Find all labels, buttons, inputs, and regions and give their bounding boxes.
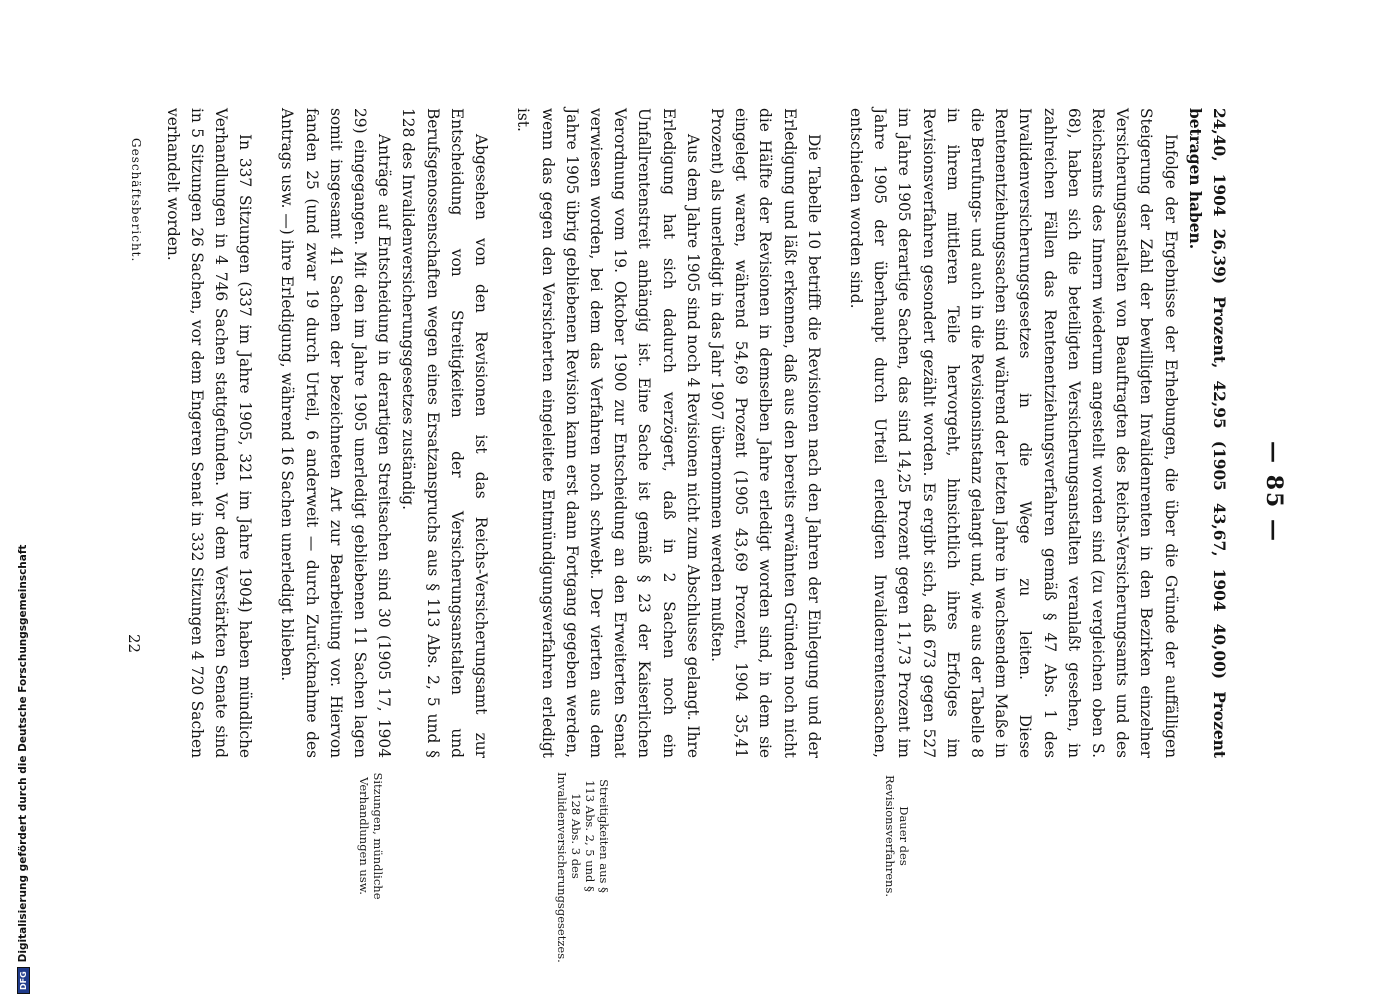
paragraph-tabelle-10: Die Tabelle 10 betrifft die Revisionen nach den Jahren der Einlegung und der Erledigung und läßt erkennen, daß aus den bereits erwähnten Gründen noch nicht die Hälfte der Revisionen in demselben Jahre erledigt worden sind, in dem sie eingelegt waren, während 54,69 Prozent (1905 43,69 Prozent, 1904 35,41 Prozent) als unerledigt in das Jahr 1907 übernommen werden mußten.	[707, 108, 823, 758]
dfg-logo-icon: DFG	[17, 967, 30, 994]
main-text-column	[160, 108, 1231, 758]
digitization-text: Digitalisierung gefördert durch die Deutsche Forschungsgemeinschaft	[17, 544, 29, 963]
sheet-number: 22	[125, 634, 143, 654]
paragraph-rentenentziehung: Infolge der Ergebnisse der Erhebungen, die über die Gründe der auffälligen Steigerung der Zahl der bewilligten Invalidenrenten in den Bezirken einzelner Versicherungsanstalten von Beauftragten des Reichs-Versicherungsamts und des Reichsamts des Innern wiederum angestellt worden sind (zu vergleichen oben S. 68), haben sich die beteiligten Versicherungsanstalten veranlaßt gesehen, in zahlreichen Fällen das Rentenentziehungsverfahren gemäß § 47 Abs. 1 des Invalidenversicherungsgesetzes in die Wege zu leiten. Diese Rentenentziehungssachen sind während der letzten Jahre in wachsendem Maße in die Berufungs- und auch in die Revisionsinstanz gelangt und, wie aus der Tabelle 8 in ihrem mittleren Teile hervorgeht, hinsichtlich ihres Erfolges im Revisionsverfahren gesondert gezählt worden. Es ergibt sich, daß 673 gegen 527 im Jahre 1905 derartige Sachen, das sind 14,25 Prozent gegen 11,73 Prozent im Jahre 1905 der überhaupt durch Urteil erledigten Invalidenrentensachen, entschieden worden sind.	[846, 108, 1180, 759]
page-number: — 85 —	[1261, 441, 1287, 543]
footer-label: Geschäftsbericht.	[129, 138, 143, 263]
paragraph-continuation: 24,40, 1904 26,39) Prozent, 42,95 (1905 43,67, 1904 40,00) Prozent betragen haben.	[1185, 108, 1228, 758]
margin-note-dauer: Dauer des Revisionsverfahrens.	[883, 774, 911, 898]
paragraph-streitigkeiten: Abgesehen von den Revisionen ist das Reichs-Versicherungsamt zur Entscheidung von Streitigkeiten der Versicherungsanstalten und Berufsgenossenschaften wegen eines Ersatzanspruchs aus § 113 Abs. 2, 5 und § 128 des Invalidenversicherungsgesetzes zuständig.	[399, 108, 491, 758]
digitization-credit	[14, 0, 32, 1000]
margin-note-streitigkeiten: Streitigkeiten aus § 113 Abs. 2, 5 und § 128 Abs. 3 des Invalidenversicherungsgesetzes.	[555, 772, 611, 963]
paragraph-sitzungen: In 337 Sitzungen (337 im Jahre 1905, 321 im Jahre 1904) haben mündliche Verhandlungen in 4 746 Sachen stattgefunden. Vor dem Verstärkten Senate sind in 5 Sitzungen 26 Sachen, vor dem Engeren Senat in 332 Sitzungen 4 720 Sachen verhandelt worden.	[163, 108, 255, 758]
margin-note-sitzungen: Sitzungen, mündliche Verhandlungen usw.	[357, 772, 385, 900]
paragraph-antraege: Anträge auf Entscheidung in derartigen Streitsachen sind 30 (1905 17, 1904 29) eingegangen. Mit den im Jahre 1905 unerledigt gebliebenen 11 Sachen lagen somit insgesamt 41 Sachen der bezeichneten Art zur Bearbeitung vor. Hiervon fanden 25 (und zwar 19 durch Urteil, 6 anderweit — durch Zurücknahme des Antrags usw. —) ihre Erledigung, während 16 Sachen unerledigt blieben.	[278, 108, 394, 758]
paragraph-revisionen-1905: Aus dem Jahre 1905 sind noch 4 Revisionen nicht zum Abschlusse gelangt. Ihre Erledigung hat sich dadurch verzögert, daß in 2 Sachen noch ein Unfallrentenstreit anhängig ist. Eine Sache ist gemäß § 23 der Kaiserlichen Verordnung vom 19. Oktober 1900 zur Entscheidung an den Erweiterten Senat verwiesen worden, bei dem das Verfahren noch schwebt. Der vierten aus dem Jahre 1905 übrig gebliebenen Revision kann erst dann Fortgang gegeben werden, wenn das gegen den Versicherten eingeleitete Entmündigungsverfahren erledigt ist.	[514, 108, 702, 758]
